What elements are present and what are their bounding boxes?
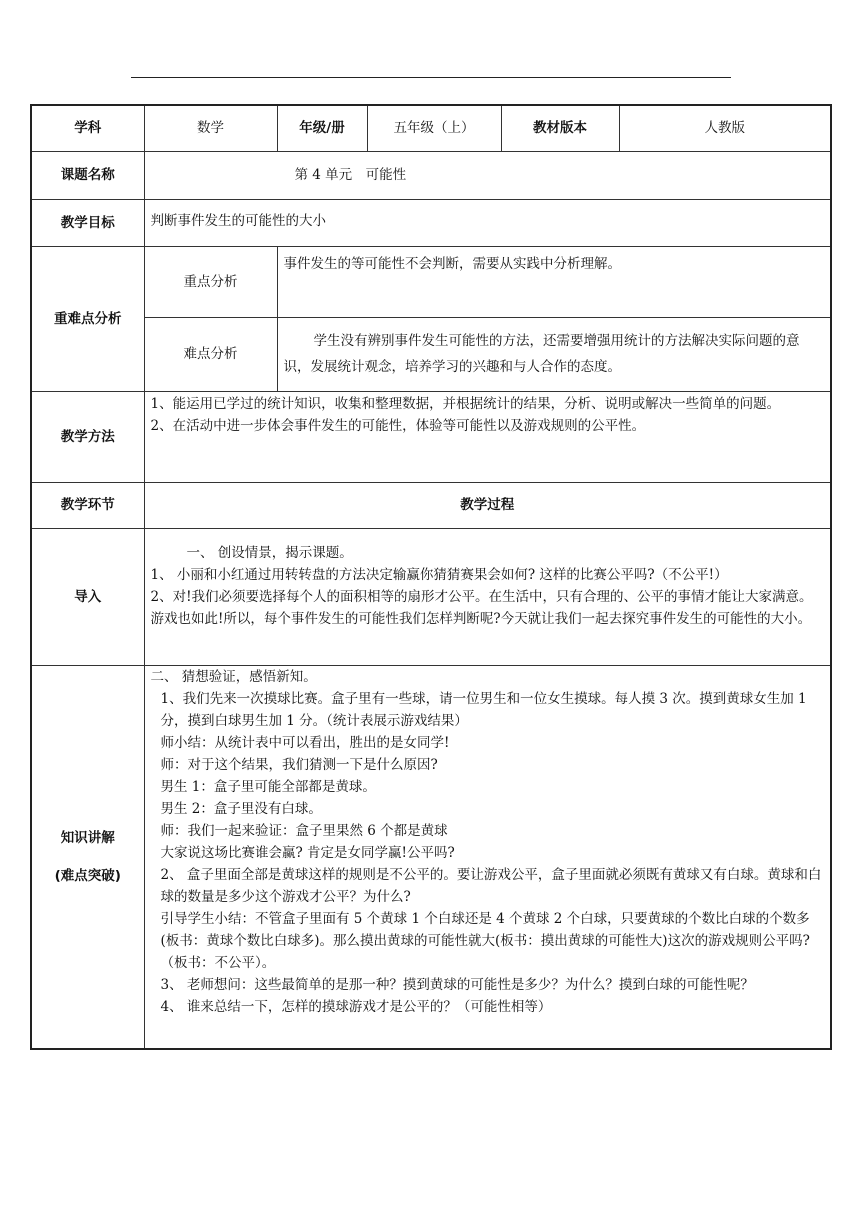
lesson-plan-table xyxy=(30,104,832,1050)
intro-line-1: 1、 小丽和小红通过用转转盘的方法决定输赢你猜猜赛果会如何? 这样的比赛公平吗?（不公平!） xyxy=(150,566,728,583)
process-header-row xyxy=(31,482,831,528)
knowledge-line-8: 2、 盒子里面全部是黄球这样的规则是不公平的。要让游戏公平，盒子里面就必须既有黄球又有白球。黄球和白球的数量是多少这个游戏才公平？为什么? xyxy=(160,866,822,905)
knowledge-line-5: 男生 2：盒子里没有白球。 xyxy=(160,800,322,817)
knowledge-line-1: 1、我们先来一次摸球比赛。盒子里有一些球，请一位男生和一位女生摸球。每人摸 3 次。摸到黄球女生加 1 分，摸到白球男生加 1 分。（统计表展示游戏结果） xyxy=(160,690,807,729)
objective-row xyxy=(31,199,831,246)
knowledge-line-10: 3、 老师想问：这些最简单的是那一种？摸到黄球的可能性是多少？为什么？摸到白球的可能性呢？ xyxy=(160,976,754,993)
key-analysis-row xyxy=(31,246,831,317)
knowledge-line-7: 大家说这场比赛谁会赢? 肯定是女同学赢!公平吗? xyxy=(160,844,455,861)
lesson-title: 第 4 单元 可能性 xyxy=(144,151,831,199)
knowledge-line-11: 4、 谁来总结一下，怎样的摸球游戏才是公平的？（可能性相等） xyxy=(160,998,552,1015)
process-stage-label: 教学环节 xyxy=(31,482,144,528)
method-text xyxy=(144,391,831,482)
method-row xyxy=(31,391,831,482)
knowledge-label: 知识讲解 xyxy=(60,829,115,846)
objective-label: 教学目标 xyxy=(31,199,144,246)
knowledge-text xyxy=(144,665,831,1049)
intro-text xyxy=(144,528,831,665)
knowledge-line-9: 引导学生小结：不管盒子里面有 5 个黄球 1 个白球还是 4 个黄球 2 个白球，只要黄球的个数比白球的个数多(板书：黄球个数比白球多)。那么摸出黄球的可能性就大(板书：摸出黄球的可能性大)这次的游戏规则公平吗?（板书：不公平）。 xyxy=(160,910,810,971)
intro-heading: 一、 创设情景，揭示课题。 xyxy=(186,544,353,561)
header-rule xyxy=(131,77,731,78)
intro-label: 导入 xyxy=(31,528,144,665)
method-label: 教学方法 xyxy=(31,391,144,482)
knowledge-line-4: 男生 1：盒子里可能全部都是黄球。 xyxy=(160,778,376,795)
grade-label: 年级/册 xyxy=(277,105,367,151)
key-analysis-label: 重点分析 xyxy=(144,246,277,317)
lesson-title-row xyxy=(31,151,831,199)
analysis-label: 重难点分析 xyxy=(31,246,144,391)
grade-value: 五年级（上） xyxy=(367,105,501,151)
info-row xyxy=(31,105,831,151)
intro-line-2: 2、对!我们必须要选择每个人的面积相等的扇形才公平。在生活中，只有合理的、公平的事情才能让大家满意。游戏也如此!所以，每个事件发生的可能性我们怎样判断呢?今天就让我们一起去探究事件发生的可能性的大小。 xyxy=(150,588,813,627)
objective-text: 判断事件发生的可能性的大小 xyxy=(144,199,831,246)
subject-value: 数学 xyxy=(144,105,277,151)
knowledge-label-cell xyxy=(31,665,144,1049)
textbook-value: 人教版 xyxy=(619,105,831,151)
knowledge-line-6: 师：我们一起来验证：盒子里果然 6 个都是黄球 xyxy=(160,822,448,839)
knowledge-heading: 二、 猜想验证，感悟新知。 xyxy=(150,668,317,685)
knowledge-row xyxy=(31,665,831,1049)
process-title: 教学过程 xyxy=(144,482,831,528)
knowledge-sublabel: (难点突破) xyxy=(54,867,121,884)
knowledge-line-2: 师小结：从统计表中可以看出，胜出的是女同学! xyxy=(160,734,450,751)
intro-row xyxy=(31,528,831,665)
textbook-label: 教材版本 xyxy=(501,105,619,151)
difficult-analysis-label: 难点分析 xyxy=(144,317,277,391)
method-line-2: 2、在活动中进一步体会事件发生的可能性，体验等可能性以及游戏规则的公平性。 xyxy=(150,417,646,434)
lesson-title-label: 课题名称 xyxy=(31,151,144,199)
difficult-analysis-text: 学生没有辨别事件发生可能性的方法，还需要增强用统计的方法解决实际问题的意识，发展统计观念，培养学习的兴趣和与人合作的态度。 xyxy=(277,317,831,391)
key-analysis-text: 事件发生的等可能性不会判断，需要从实践中分析理解。 xyxy=(277,246,831,317)
knowledge-line-3: 师：对于这个结果，我们猜测一下是什么原因? xyxy=(160,756,438,773)
subject-label: 学科 xyxy=(31,105,144,151)
difficult-analysis-row xyxy=(31,317,831,391)
method-line-1: 1、能运用已学过的统计知识，收集和整理数据，并根据统计的结果，分析、说明或解决一些简单的问题。 xyxy=(150,395,781,412)
